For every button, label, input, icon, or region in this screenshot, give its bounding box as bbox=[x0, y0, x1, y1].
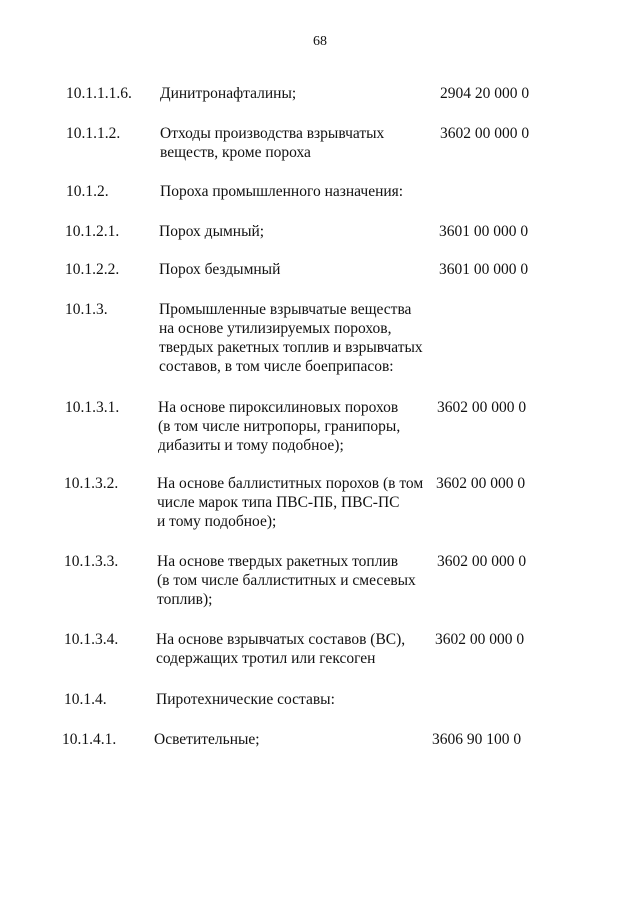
item-number: 10.1.3.2. bbox=[64, 475, 119, 492]
description-line: (в том числе нитропоры, гранипоры, bbox=[158, 418, 401, 435]
tnved-code: 3601 00 000 0 bbox=[439, 261, 529, 278]
tnved-code: 3602 00 000 0 bbox=[437, 553, 527, 570]
description-line: числе марок типа ПВС-ПБ, ПВС-ПС bbox=[157, 494, 400, 511]
description-line: и тому подобное); bbox=[157, 513, 277, 530]
item-description bbox=[159, 300, 423, 376]
description-line: твердых ракетных топлив и взрывчатых bbox=[159, 339, 423, 356]
description-line: Порох дымный; bbox=[159, 223, 265, 240]
tnved-code: 3602 00 000 0 bbox=[440, 125, 530, 142]
item-number: 10.1.3.4. bbox=[64, 631, 119, 648]
description-line: На основе взрывчатых составов (ВС), bbox=[156, 631, 406, 648]
description-line: содержащих тротил или гексоген bbox=[156, 650, 376, 667]
tnved-code: 3602 00 000 0 bbox=[435, 631, 525, 648]
item-number: 10.1.1.1.6. bbox=[66, 85, 132, 102]
description-line: Пиротехнические составы: bbox=[156, 691, 335, 708]
item-number: 10.1.3.3. bbox=[64, 553, 119, 570]
item-description bbox=[159, 260, 280, 279]
item-description bbox=[154, 730, 260, 749]
description-line: топлив); bbox=[157, 591, 213, 608]
tnved-code: 3601 00 000 0 bbox=[439, 223, 529, 240]
item-description bbox=[156, 630, 405, 668]
item-number: 10.1.3. bbox=[65, 301, 108, 318]
description-line: На основе баллиститных порохов (в том bbox=[157, 475, 424, 492]
description-line: Динитронафталины; bbox=[160, 85, 297, 102]
description-line: Пороха промышленного назначения: bbox=[160, 183, 404, 200]
description-line: веществ, кроме пороха bbox=[160, 144, 311, 161]
description-line: Осветительные; bbox=[154, 731, 260, 748]
item-description bbox=[157, 552, 416, 609]
description-line: На основе твердых ракетных топлив bbox=[157, 553, 399, 570]
description-line: Отходы производства взрывчатых bbox=[160, 125, 385, 142]
item-description bbox=[158, 398, 400, 455]
item-description bbox=[156, 690, 335, 709]
description-line: Порох бездымный bbox=[159, 261, 281, 278]
item-description bbox=[159, 222, 264, 241]
tnved-code: 3602 00 000 0 bbox=[437, 399, 527, 416]
description-line: составов, в том числе боеприпасов: bbox=[159, 358, 394, 375]
item-number: 10.1.4. bbox=[64, 691, 107, 708]
item-description bbox=[157, 474, 423, 531]
item-description bbox=[160, 182, 403, 201]
description-line: на основе утилизируемых порохов, bbox=[159, 320, 392, 337]
tnved-code: 2904 20 000 0 bbox=[440, 85, 530, 102]
item-number: 10.1.4.1. bbox=[62, 731, 117, 748]
item-description bbox=[160, 124, 384, 162]
item-description bbox=[160, 84, 296, 103]
item-number: 10.1.3.1. bbox=[65, 399, 120, 416]
page-number: 68 bbox=[313, 34, 327, 49]
tnved-code: 3602 00 000 0 bbox=[436, 475, 526, 492]
item-number: 10.1.1.2. bbox=[66, 125, 121, 142]
item-number: 10.1.2.1. bbox=[65, 223, 120, 240]
item-number: 10.1.2.2. bbox=[65, 261, 120, 278]
description-line: (в том числе баллиститных и смесевых bbox=[157, 572, 416, 589]
item-number: 10.1.2. bbox=[66, 183, 109, 200]
tnved-code: 3606 90 100 0 bbox=[432, 731, 522, 748]
description-line: дибазиты и тому подобное); bbox=[158, 437, 344, 454]
description-line: На основе пироксилиновых порохов bbox=[158, 399, 399, 416]
description-line: Промышленные взрывчатые вещества bbox=[159, 301, 412, 318]
